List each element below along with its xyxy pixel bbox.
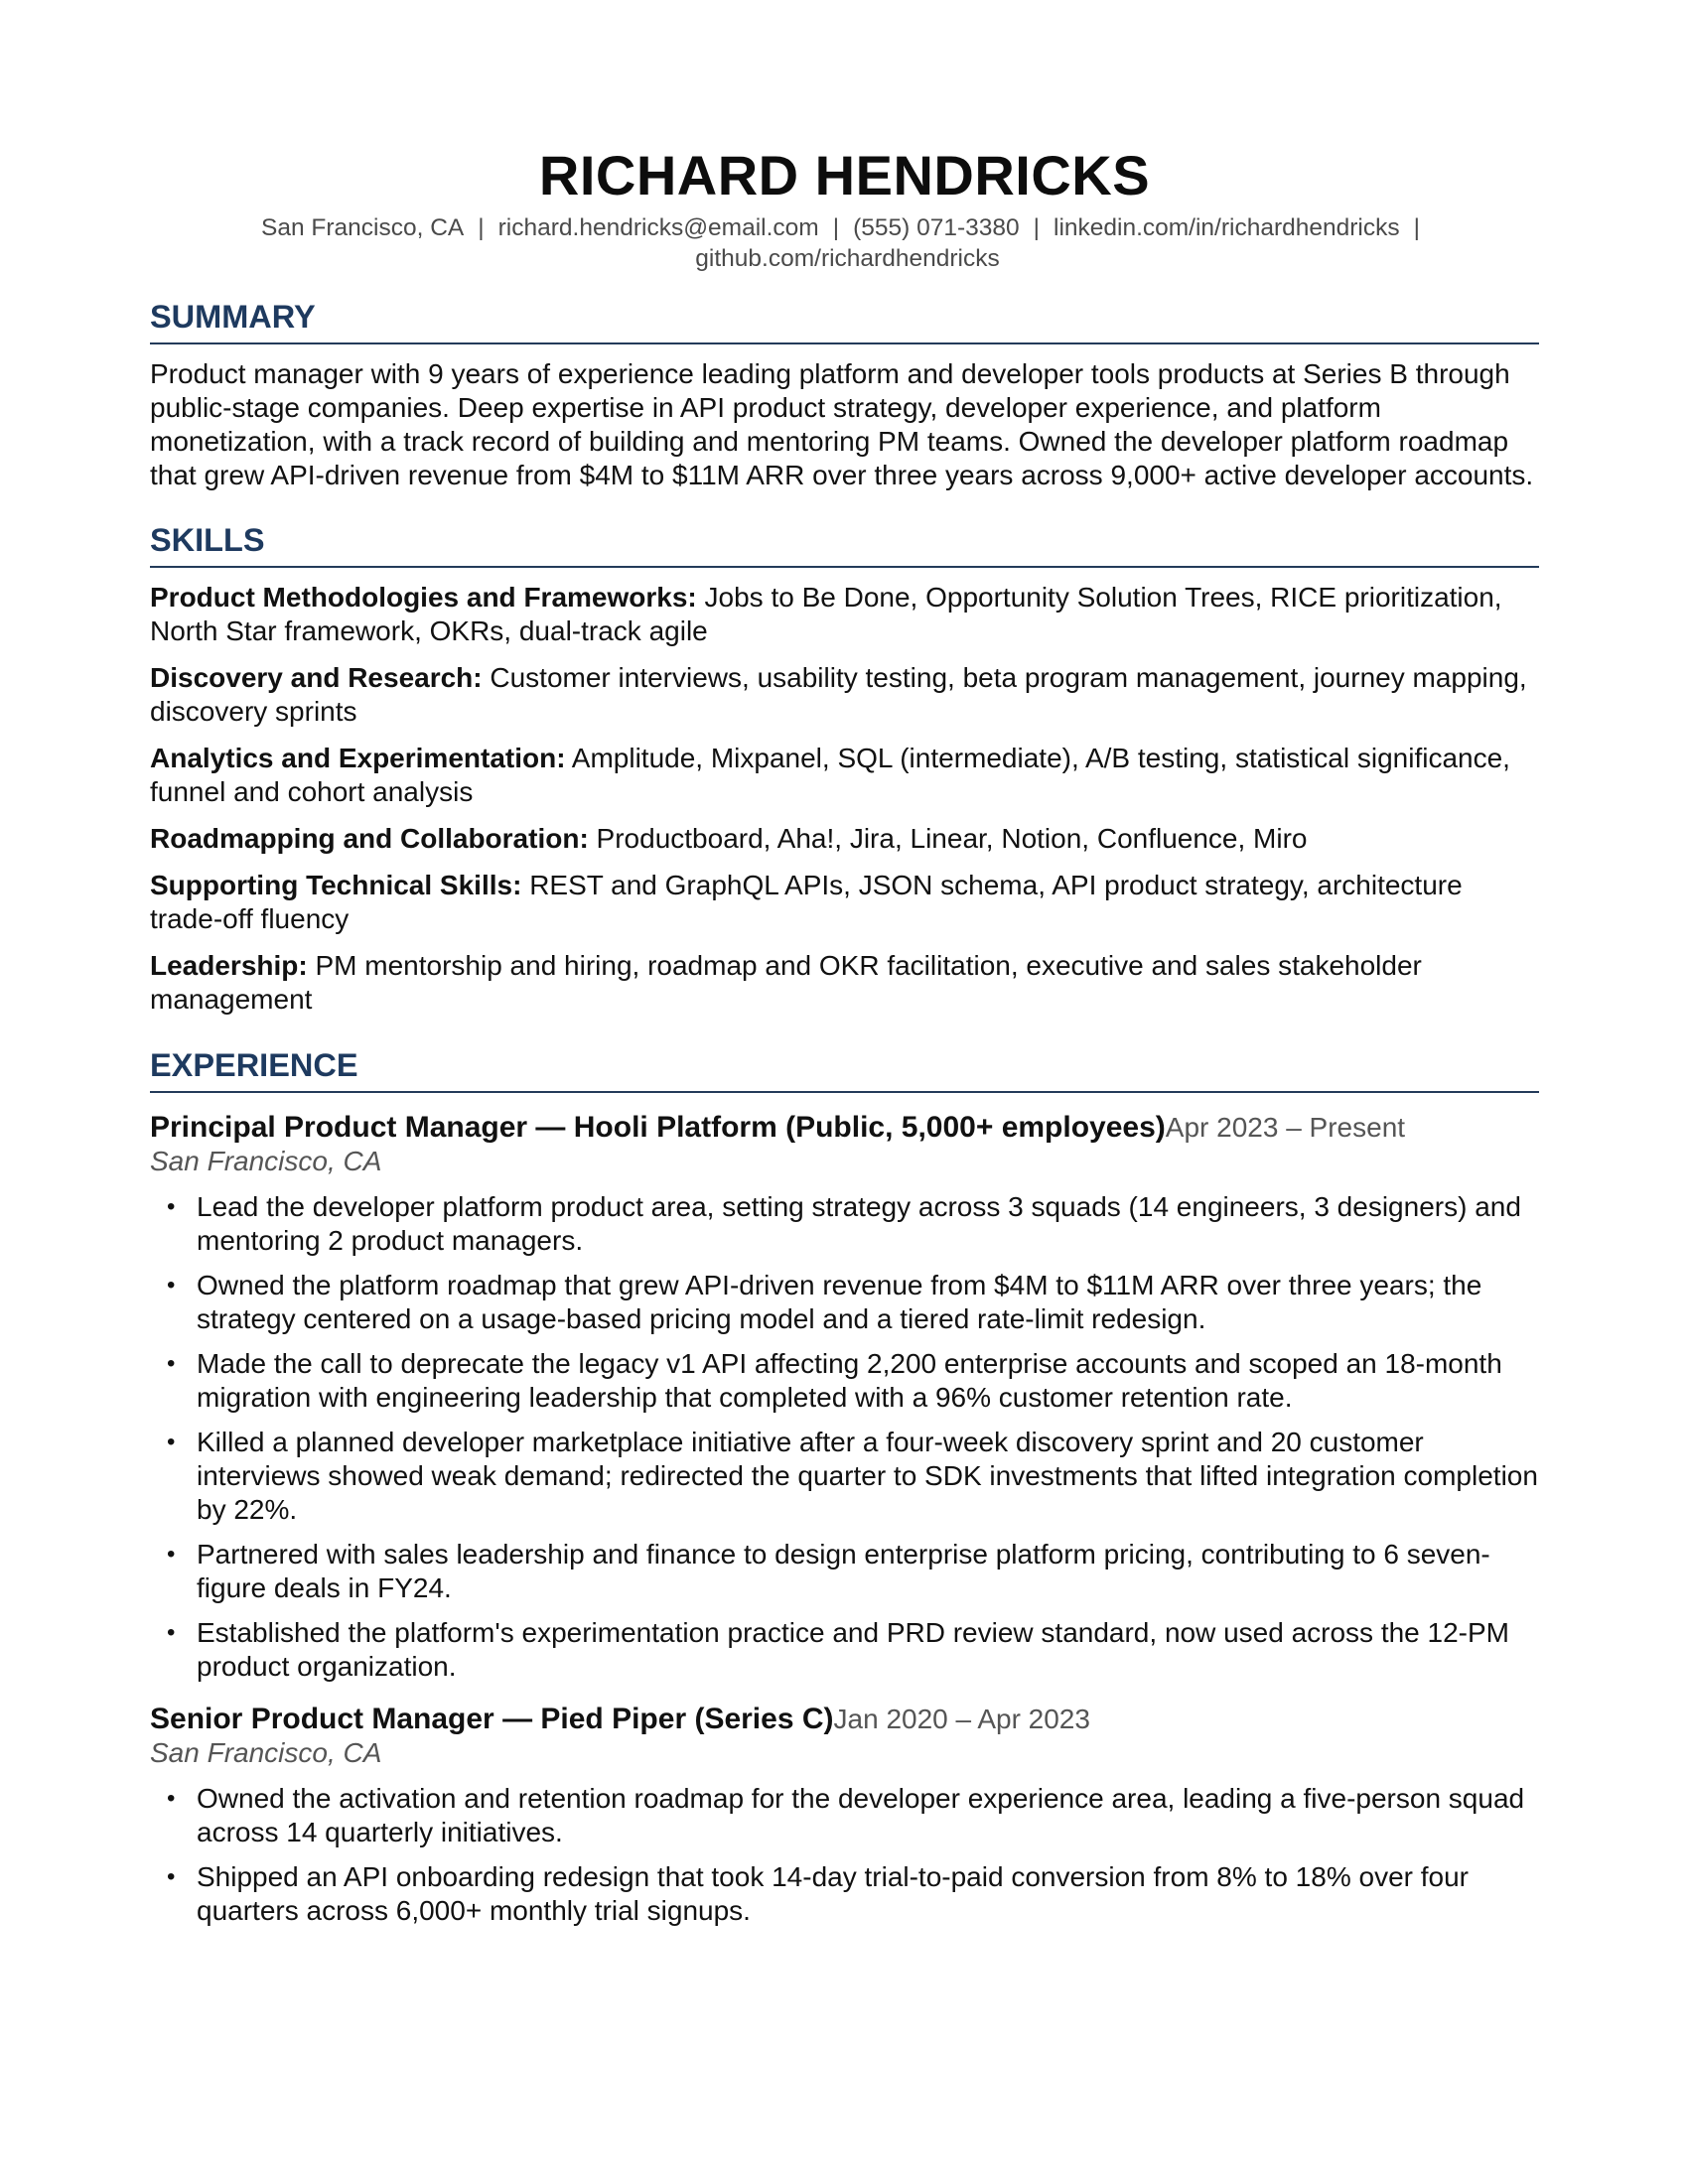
- bullet-text: Owned the activation and retention roadmap for the developer experience area, leading a five-person squad across 14 quarterly initiatives.: [197, 1783, 1525, 1847]
- contact-separator: |: [1413, 214, 1420, 241]
- skills-list: [150, 581, 1539, 1017]
- job-bullet: [150, 1426, 1539, 1527]
- job-dates: Apr 2023 – Present: [1165, 1112, 1406, 1143]
- job-title: Principal Product Manager — Hooli Platform (Public, 5,000+ employees): [150, 1111, 1166, 1144]
- bullet-glyph: •: [167, 1863, 176, 1890]
- skill-item: [150, 869, 1539, 936]
- job-title: Senior Product Manager — Pied Piper (Series C): [150, 1703, 834, 1735]
- bullet-text: Owned the platform roadmap that grew API-driven revenue from $4M to $11M ARR over three years; the strategy centered on a usage-based pricing model and a tiered rate-limit redesign.: [197, 1270, 1482, 1334]
- bullet-glyph: •: [167, 1619, 176, 1646]
- contact-separator: |: [1033, 214, 1040, 241]
- job-bullet: [150, 1616, 1539, 1684]
- bullet-glyph: •: [167, 1193, 176, 1220]
- contact-separator: |: [832, 214, 840, 241]
- skill-label: Discovery and Research:: [150, 662, 483, 693]
- job-bullet: [150, 1860, 1539, 1928]
- job-bullet: [150, 1782, 1539, 1849]
- skill-label: Product Methodologies and Frameworks:: [150, 582, 697, 613]
- contact-github[interactable]: github.com/richardhendricks: [695, 245, 1000, 272]
- bullet-text: Killed a planned developer marketplace initiative after a four-week discovery sprint and 20 customer interviews showed weak demand; redirected the quarter to SDK investments that lifted integration completion by 22%.: [197, 1427, 1538, 1525]
- job-location: San Francisco, CA: [150, 1737, 382, 1768]
- contact-email[interactable]: richard.hendricks@email.com: [497, 214, 819, 241]
- skill-item: [150, 822, 1539, 856]
- bullet-glyph: •: [167, 1785, 176, 1812]
- bullet-text: Shipped an API onboarding redesign that took 14-day trial-to-paid conversion from 8% to 18% over four quarters across 6,000+ monthly trial signups.: [197, 1861, 1469, 1926]
- job-location: San Francisco, CA: [150, 1146, 382, 1176]
- contact-phone: (555) 071-3380: [853, 214, 1020, 241]
- skill-label: Leadership:: [150, 950, 308, 981]
- skill-value: Customer interviews, usability testing, beta program management, journey mapping, discovery sprints: [150, 662, 1527, 727]
- skills-section: [150, 520, 1539, 1017]
- bullet-text: Made the call to deprecate the legacy v1 API affecting 2,200 enterprise accounts and scoped an 18-month migration with engineering leadership that completed with a 96% customer retention rate.: [197, 1348, 1502, 1413]
- job-bullets: [150, 1190, 1539, 1684]
- bullet-text: Lead the developer platform product area, setting strategy across 3 squads (14 engineers, 3 designers) and mentoring 2 product managers.: [197, 1191, 1521, 1256]
- skill-item: [150, 661, 1539, 729]
- contact-location: San Francisco, CA: [261, 214, 465, 241]
- experience-section: [150, 1045, 1539, 1928]
- bullet-glyph: •: [167, 1272, 176, 1298]
- job-bullet: [150, 1347, 1539, 1415]
- bullet-glyph: •: [167, 1541, 176, 1568]
- job-bullet: [150, 1190, 1539, 1258]
- contact-linkedin[interactable]: linkedin.com/in/richardhendricks: [1054, 214, 1400, 241]
- experience-heading: EXPERIENCE: [150, 1045, 1539, 1093]
- skill-item: [150, 581, 1539, 648]
- bullet-text: Established the platform's experimentation practice and PRD review standard, now used across the 12-PM product organization.: [197, 1617, 1510, 1682]
- summary-section: [150, 297, 1539, 492]
- skill-item: [150, 742, 1539, 809]
- skill-label: Analytics and Experimentation:: [150, 743, 566, 773]
- summary-text: Product manager with 9 years of experience leading platform and developer tools products at Series B through public-stage companies. Deep expertise in API product strategy, developer experience, and platform monetization, with a track record of building and mentoring PM teams. Owned the developer platform roadmap that grew API-driven revenue from $4M to $11M ARR over three years across 9,000+ active developer accounts.: [150, 358, 1534, 490]
- skill-value: Productboard, Aha!, Jira, Linear, Notion, Confluence, Miro: [596, 823, 1308, 854]
- skill-value: Amplitude, Mixpanel, SQL (intermediate), A/B testing, statistical significance, funnel and cohort analysis: [150, 743, 1510, 807]
- skill-label: Supporting Technical Skills:: [150, 870, 522, 900]
- skill-value: REST and GraphQL APIs, JSON schema, API product strategy, architecture trade-off fluency: [150, 870, 1463, 934]
- job-header: [150, 1702, 1539, 1737]
- job-header: [150, 1110, 1539, 1146]
- bullet-glyph: •: [167, 1350, 176, 1377]
- job-bullet: [150, 1269, 1539, 1336]
- job-entry: [150, 1702, 1539, 1928]
- candidate-name: RICHARD HENDRICKS: [538, 144, 1151, 206]
- skill-item: [150, 949, 1539, 1017]
- summary-heading: SUMMARY: [150, 297, 1539, 344]
- skill-value: PM mentorship and hiring, roadmap and OKR facilitation, executive and sales stakeholder management: [150, 950, 1422, 1015]
- contact-separator: |: [478, 214, 485, 241]
- skills-heading: SKILLS: [150, 520, 1539, 568]
- job-bullet: [150, 1538, 1539, 1605]
- bullet-glyph: •: [167, 1429, 176, 1455]
- job-dates: Jan 2020 – Apr 2023: [833, 1704, 1090, 1734]
- contact-line: [208, 212, 1488, 274]
- job-entry: [150, 1110, 1539, 1684]
- skill-value: Jobs to Be Done, Opportunity Solution Trees, RICE prioritization, North Star framework, OKRs, dual-track agile: [150, 582, 1502, 646]
- skill-label: Roadmapping and Collaboration:: [150, 823, 589, 854]
- bullet-text: Partnered with sales leadership and finance to design enterprise platform pricing, contributing to 6 seven-figure deals in FY24.: [197, 1539, 1490, 1603]
- job-bullets: [150, 1782, 1539, 1928]
